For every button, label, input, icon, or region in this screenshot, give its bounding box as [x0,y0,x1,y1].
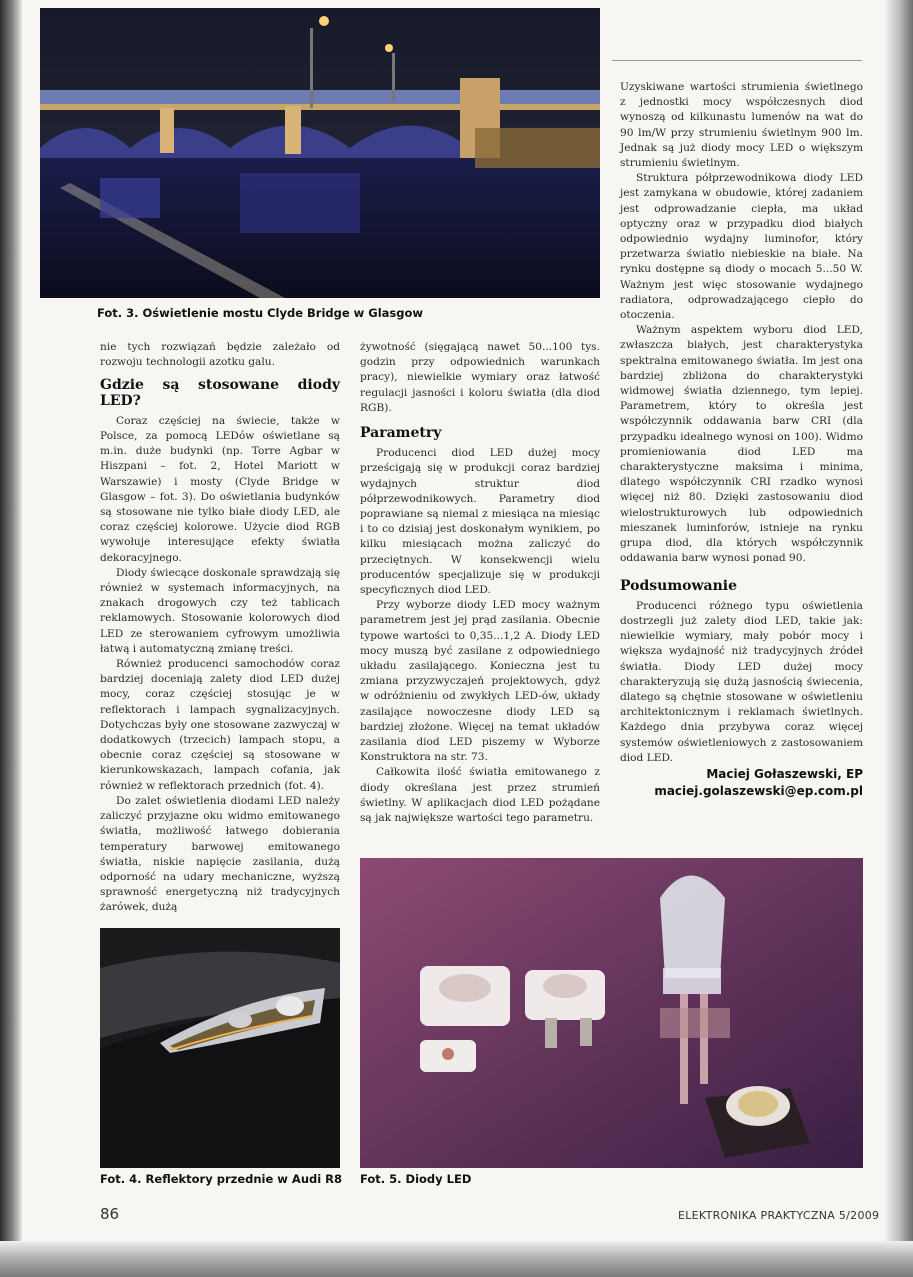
author-email: maciej.golaszewski@ep.com.pl [654,783,863,798]
col1-paragraph-1: Coraz częściej na świecie, także w Polsce, za pomocą LEDów oświetlane są m.in. duże budynki (np. Torre Agbar w Hiszpani – fot. 2, Hotel Mariott w Warszawie) i mosty (Clyde Bridge w Glasgow – fot. 3). Do oświetlania budynków są stosowane nie tylko białe diody LED, ale coraz częściej kolorowe. Użycie diod RGB wywołuje interesujące efekty światła dekoracyjnego. [100,414,340,564]
scan-edge-left [0,0,22,1277]
scan-edge-right [885,0,913,1277]
col3-intro: Uzyskiwane wartości strumienia świetlnego z jednostki mocy współczesnych diod wynoszą od kilkunastu lumenów na wat do 90 lm/W przy strumieniu świetlnym 900 lm. Jednak są już diody mocy LED o większym strumieniu świetlnym. [620,81,863,170]
audi-headlight-photo [100,928,340,1168]
col1-intro: nie tych rozwiązań będzie zależało od rozwoju technologii azotku galu. [100,341,340,369]
section-heading-summary: Podsumowanie [620,577,738,594]
column-2 [360,340,600,826]
col1-paragraph-4: Do zalet oświetlenia diodami LED należy zaliczyć przyjazne oku widmo emitowanego światła, możliwość łatwego dobierania temperatury barwowej emitowanego światła, niskie napięcie zasilania, dużą odporność na udary mechaniczne, wyższą sprawność energetyczną niż tradycyjnych żarówek, dużą [100,794,340,914]
col2-intro: żywotność (sięgającą nawet 50...100 tys. godzin przy odpowiednich warunkach pracy), niewielkie wymiary oraz łatwość regulacji jasności i koloru światła (dla diod RGB). [360,341,600,414]
col2-paragraph-2: Przy wyborze diody LED mocy ważnym parametrem jest jej prąd zasilania. Obecnie typowe wartości to 0,35...1,2 A. Diody LED mocy muszą być zasilane z odpowiedniego układu zasilającego. Konieczna jest tu zmiana przyzwyczajeń projektowych, gdyż w odróżnieniu od zwykłych LED-ów, układy zasilające nowoczesne diody LED są bardziej złożone. Więcej na temat układów zasilania diod LED piszemy w Wyborze Konstruktora na str. 73. [360,599,600,764]
author-name: Maciej Gołaszewski, EP [706,766,863,781]
fig5-caption: Fot. 5. Diody LED [360,1172,472,1186]
magazine-issue: ELEKTRONIKA PRAKTYCZNA 5/2009 [678,1209,880,1222]
scan-edge-bottom [0,1241,913,1277]
column-3-top-rule [612,60,862,61]
section-heading-where: Gdzie są stosowane diody LED? [100,377,340,409]
led-diodes-photo [360,858,863,1168]
column-1 [100,340,340,916]
col3-paragraph-1: Struktura półprzewodnikowa diody LED jest zamykana w obudowie, której zadaniem jest odprowadzanie ciepła, ma układ optyczny oraz w przypadku diod białych odpowiednio wydajny luminofor, który przetwarza światło niebieskie na białe. Na rynku dostępne są diody o mocach 5...50 W. Ważnym jest więc stosowanie wydajnego radiatora, odprowadzającego ciepło do otoczenia. [620,172,863,322]
section-heading-params: Parametry [360,425,442,442]
fig3-caption: Fot. 3. Oświetlenie mostu Clyde Bridge w Glasgow [97,306,424,320]
page-number: 86 [100,1205,120,1223]
col3-paragraph-2: Ważnym aspektem wyboru diod LED, zwłaszcza białych, jest charakterystyka spektralna emitowanego światła. Im jest ona bardziej zbliżona do charakterystyki widmowej światła dziennego, tym lepiej. Parametrem, który to określa jest współczynnik oddawania barw CRI (dla przypadku idealnego wynosi on 100). Widmo promieniowania diod LED ma charakterystyczne maksima i minima, dlatego współczynnik CRI rzadko wynosi więcej niż 80. Dzięki zastosowaniu diod wielostrukturowych lub odpowiednich mieszanek luminforów, istnieje na rynku grupa diod, dla których współczynnik oddawania barw wynosi ponad 90. [620,324,863,565]
col1-paragraph-2: Diody świecące doskonale sprawdzają się również w systemach informacyjnych, na znakach drogowych czy też tablicach reklamowych. Stosowanie kolorowych diod LED ze sterowaniem cyfrowym umożliwia łatwą i automatyczną zmianę treści. [100,566,340,655]
fig4-caption: Fot. 4. Reflektory przednie w Audi R8 [100,1172,343,1186]
col2-paragraph-3: Całkowita ilość światła emitowanego z diody określana jest przez strumień świetlny. W aplikacjach diod LED pożądane są jak największe wartości tego parametru. [360,766,600,825]
col1-paragraph-3: Również producenci samochodów coraz bardziej doceniają zalety diod LED dużej mocy, coraz częściej stosując je w reflektorach i lampach sygnalizacyjnych. Dotychczas były one stosowane zazwyczaj w dodatkowych (trzecich) lampach stopu, a obecnie coraz częściej są stosowane w kierunkowskazach, lampach cofania, jak również w reflektorach przednich (fot. 4). [100,658,340,792]
column-3 [620,80,863,800]
col2-paragraph-1: Producenci diod LED dużej mocy prześcigają się w produkcji coraz bardziej wydajnych struktur diod półprzewodnikowych. Parametry diod poprawiane są niemal z miesiąca na miesiąc i to co dzisiaj jest doskonałym wynikiem, po kilku miesiącach można zaliczyć do przeciętnych. W konsekwencji wielu producentów specjalizuje się w produkcji specyficznych diod LED. [360,447,600,597]
col3-paragraph-3: Producenci różnego typu oświetlenia dostrzegli już zalety diod LED, takie jak: niewielkie wymiary, mały pobór mocy i większa wydajność niż tradycyjnych źródeł światła. Diody LED dużej mocy charakteryzują się dużą jasnością świecenia, dlatego są chętnie stosowane w oświetleniu architektonicznym i reklamach świetlnych. Każdego dnia przybywa coraz więcej systemów oświetleniowych z zastosowaniem diod LED. [620,599,863,764]
bridge-photo [40,8,600,298]
